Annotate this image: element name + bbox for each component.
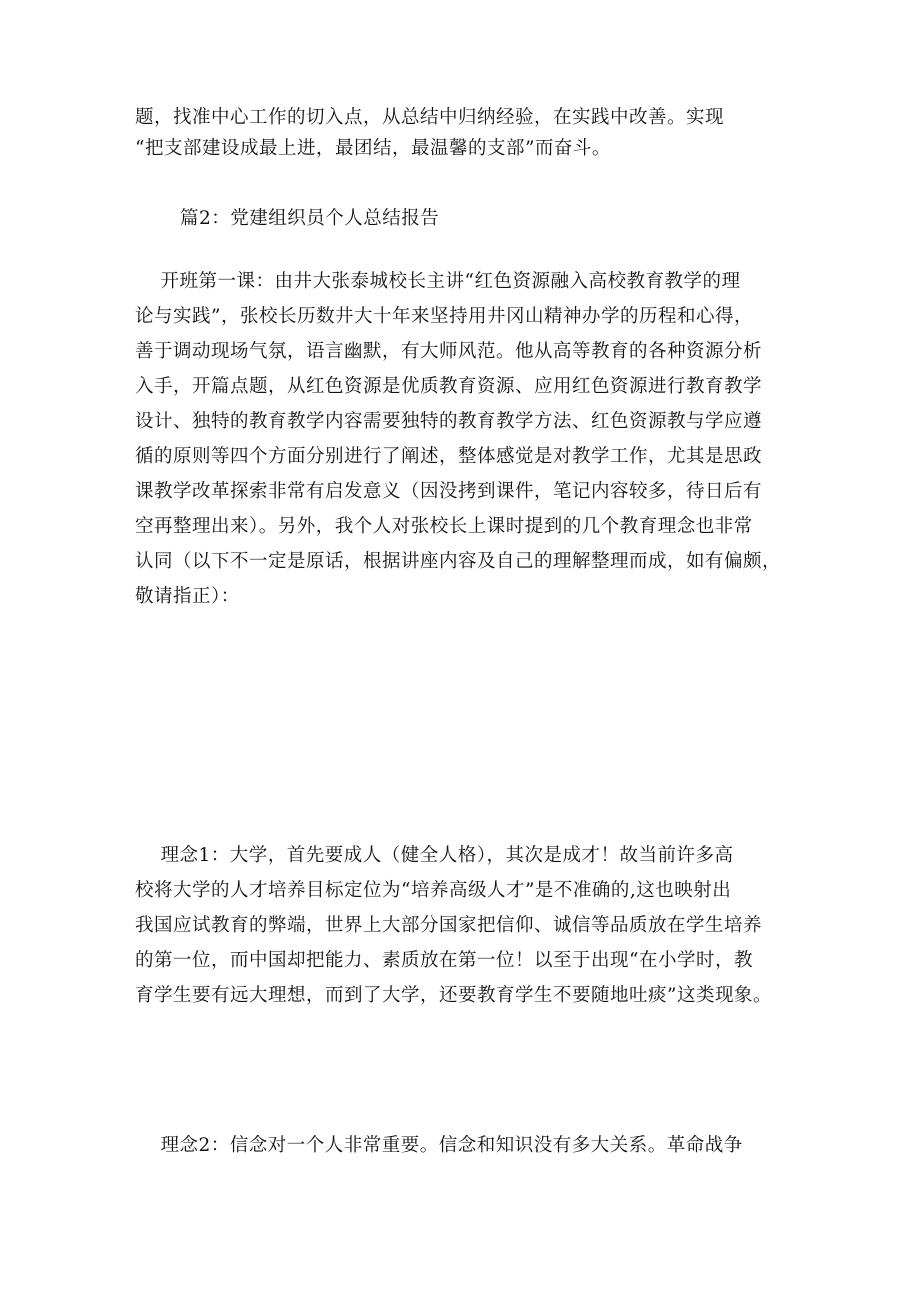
text-line: 育学生要有远大理想，而到了大学，还要教育学生不要随地吐痰”这类现象。 — [135, 985, 772, 1006]
text-line: 开班第一课：由井大张泰城校长主讲“红色资源融入高校教育教学的理 — [135, 271, 741, 292]
section-heading: 篇2：党建组织员个人总结报告 — [180, 208, 440, 229]
text-line: 空再整理出来）。另外，我个人对张校长上课时提到的几个教育理念也非常 — [135, 516, 753, 537]
text-line: 我国应试教育的弊端，世界上大部分国家把信仰、诚信等品质放在学生培养 — [135, 915, 763, 936]
text-line: 设计、独特的教育教学内容需要独特的教育教学方法、红色资源教与学应遵 — [135, 411, 763, 432]
text-line: 课教学改革探索非常有启发意义（因没拷到课件，笔记内容较多，待日后有 — [135, 481, 763, 502]
paragraph-opening-lecture — [135, 264, 795, 614]
text-line: 善于调动现场气氛，语言幽默，有大师风范。他从高等教育的各种资源分析 — [135, 341, 763, 362]
paragraph-concept-2 — [135, 1128, 795, 1163]
text-line: 敬请指正）： — [135, 586, 240, 607]
text-line: 论与实践”，张校长历数井大十年来坚持用井冈山精神办学的历程和心得， — [135, 306, 753, 327]
text-line: 理念1：大学，首先要成人（健全人格），其次是成才！故当前许多高 — [135, 845, 734, 866]
text-line: 入手，开篇点题，从红色资源是优质教育资源、应用红色资源进行教育教学 — [135, 376, 763, 397]
text-line: 循的原则等四个方面分别进行了阐述，整体感觉是对教学工作，尤其是思政 — [135, 446, 763, 467]
paragraph-concept-1 — [135, 838, 795, 1013]
text-line: 认同（以下不一定是原话，根据讲座内容及自己的理解整理而成，如有偏颇， — [135, 551, 782, 572]
text-line: 校将大学的人才培养目标定位为“培养高级人才”是不准确的,这也映射出 — [135, 880, 732, 901]
intro-paragraph — [135, 102, 795, 164]
text-line: “把支部建设成最上进，最团结，最温馨的支部”而奋斗。 — [135, 138, 611, 159]
text-line: 理念2：信念对一个人非常重要。信念和知识没有多大关系。革命战争 — [135, 1135, 743, 1156]
text-line: 的第一位，而中国却把能力、素质放在第一位！以至于出现“在小学时，教 — [135, 950, 753, 971]
text-line: 题，找准中心工作的切入点，从总结中归纳经验，在实践中改善。实现 — [135, 107, 725, 128]
